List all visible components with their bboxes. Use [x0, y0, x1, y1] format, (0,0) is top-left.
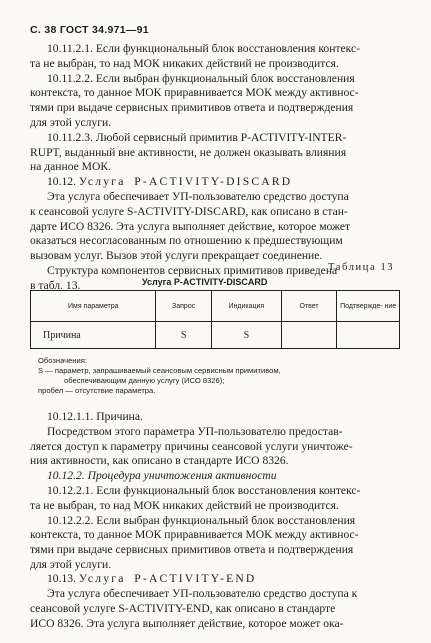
text-line: ляется доступ к параметру причины сеансовой услуги уничтоже- — [30, 439, 353, 453]
text-line: ния активности, как описано в стандарте ИСО 8326. — [30, 454, 289, 468]
text-line: на данное МОК. — [30, 160, 111, 174]
text-line: 10.11.2.3. Любой сервисный примитив P-ACTIVITY-INTER- — [47, 130, 347, 144]
section-heading-10-13 — [30, 572, 398, 587]
text-line: та не выбран, то над МОК никаких действий не производится. — [30, 56, 339, 70]
table-cell — [337, 322, 400, 349]
text-line: Структура компонентов сервисных примитивов приведена — [47, 263, 338, 277]
clause-10-11-2 — [30, 42, 398, 175]
text-line: Эта услуга обеспечивает УП-пользователю средство доступа к — [47, 587, 358, 600]
section-number: 10.12. — [47, 175, 76, 188]
legend-title: Обозначения: — [38, 356, 87, 365]
section-number: 10.13. — [47, 572, 76, 585]
text-line: та не выбран, то над МОК никаких действий не производится. — [30, 498, 339, 512]
page-header: С. 38 ГОСТ 34.971—91 — [30, 24, 149, 36]
table-legend — [38, 356, 398, 396]
text-line: 10.12.2.2. Если выбран функциональный блок восстановления — [47, 513, 356, 527]
legend-item: S — параметр, запрашиваемый сеансовым сервисным примитивом, — [38, 366, 281, 375]
table-cell: Причина — [31, 322, 156, 349]
text-line: для этой услуги. — [30, 115, 112, 129]
text-line: тями при выдаче сервисных примитивов ответа и подтверждения — [30, 543, 354, 557]
text-line: дарте ИСО 8326. Эта услуга выполняет действие, которое может — [30, 219, 351, 233]
section-service-name: P-ACTIVITY-END — [134, 572, 257, 585]
column-header: Запрос — [156, 291, 211, 322]
section-label: Услуга — [78, 572, 126, 585]
section-label: Услуга — [78, 175, 126, 188]
table-cell: S — [211, 322, 281, 349]
text-line: оказаться несогласованным по отношению к предшествующим — [30, 234, 343, 248]
section-heading-10-12 — [30, 175, 398, 190]
text-line: для этой услуги. — [30, 557, 112, 571]
table-title: Услуга P-ACTIVITY-DISCARD — [142, 277, 268, 287]
text-line: RUPT, выданный вне активности, не должен оказывать влияния — [30, 145, 347, 159]
text-line: 10.12.1.1. Причина. — [47, 410, 143, 423]
text-line: 10.11.2.1. Если функциональный блок восстановления контекс- — [47, 42, 360, 55]
subheading: 10.12.2. Процедура уничтожения активности — [47, 469, 277, 483]
table-caption: Таблица 13 — [328, 262, 395, 273]
text-line: Эта услуга обеспечивает УП-пользователю средство доступа — [47, 190, 349, 203]
text-line: Посредством этого параметра УП-пользователю предостав- — [47, 424, 343, 438]
service-table — [30, 290, 400, 349]
text-line: контекста, то данное МОК приравнивается МОК между активнос- — [30, 86, 359, 100]
text-line: тями при выдаче сервисных примитивов ответа и подтверждения — [30, 101, 354, 115]
text-line: в табл. 13. — [30, 278, 81, 292]
table-cell: S — [156, 322, 211, 349]
text-line: вызовам услуг. Вызов этой услуги прекращает соединение. — [30, 249, 323, 263]
text-line: сеансовой услуге S-ACTIVITY-END, как описано в стандарте — [30, 601, 336, 615]
column-header: Индикация — [211, 291, 281, 322]
text-line: 10.11.2.2. Если выбран функциональный блок восстановления — [47, 71, 355, 85]
text-line: ИСО 8326. Эта услуга выполняет действие, которое может ока- — [30, 616, 344, 630]
legend-item: обеспечивающим данную услугу (ИСО 8326); — [64, 376, 225, 385]
table-header-row — [31, 291, 400, 322]
column-header: Имя параметра — [31, 291, 156, 322]
table-row — [31, 322, 400, 349]
column-header: Ответ — [281, 291, 336, 322]
column-header: Подтвержде- ние — [337, 291, 400, 322]
text-line: 10.12.2.1. Если функциональный блок восстановления контекс- — [47, 483, 361, 497]
section-service-name: P-ACTIVITY-DISCARD — [134, 175, 293, 188]
clause-10-12-1 — [30, 410, 398, 573]
text-line: контекста, то данное МОК приравнивается МОК между активнос- — [30, 528, 359, 542]
text-line: к сеансовой услуге S-ACTIVITY-DISCARD, как описано в стан- — [30, 204, 348, 218]
table-cell — [281, 322, 336, 349]
legend-item: пробел — отсутствие параметра. — [38, 386, 156, 395]
clause-10-13-text — [30, 587, 398, 631]
